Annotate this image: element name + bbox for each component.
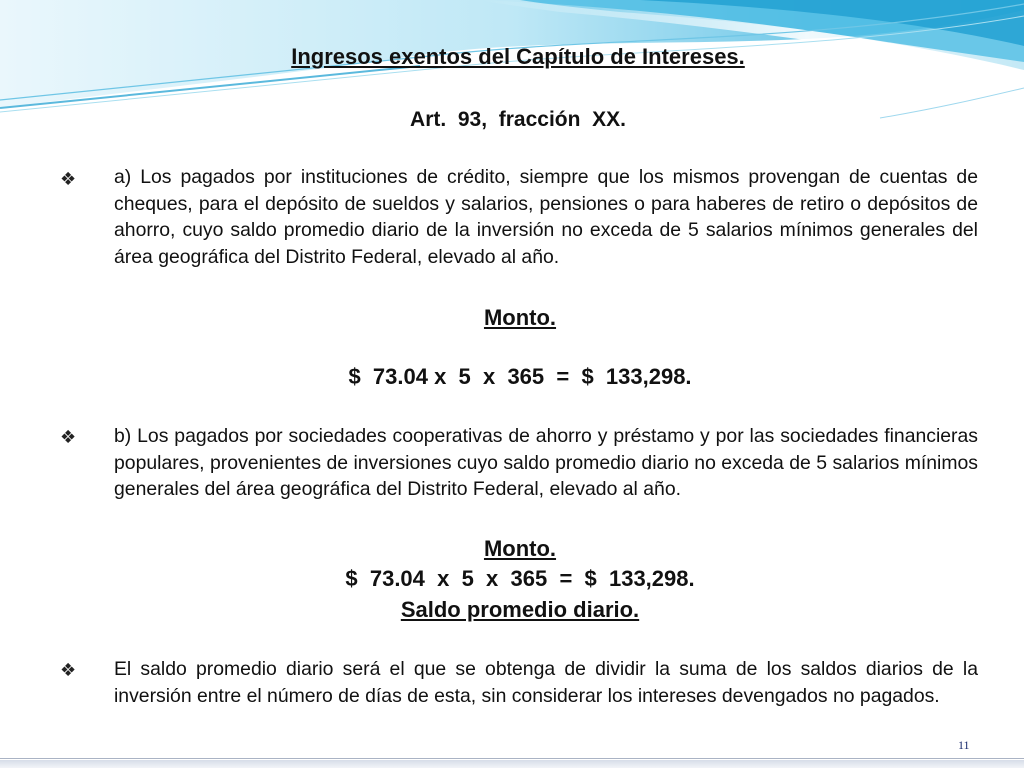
monto-label: Monto. [483,305,557,330]
list-item: El saldo promedio diario será el que se obtenga de dividir la suma de los saldos diarios de la inversión entre el número de días de esta, sin considerar los intereses devengados no pagados. [114,658,978,707]
slide-title: Ingresos exentos del Capítulo de Intereses. [291,44,745,69]
list-item: b) Los pagados por sociedades cooperativas de ahorro y préstamo y por las sociedades financieras populares, provenientes de inversiones cuyo saldo promedio diario no exceda de 5 salarios mínimos generales del área geográfica del Distrito Federal, elevado al año. [114,425,978,500]
footer-band [0,760,1024,768]
list-item: a) Los pagados por instituciones de crédito, siempre que los mismos provengan de cuentas de cheques, para el depósito de sueldos y salarios, pensiones o para haberes de retiro o depósitos de ahorro, cuyo saldo promedio diario de la inversión no exceda de 5 salarios mínimos generales del área geográfica del Distrito Federal, elevado al año. [114,166,978,268]
page-number: 11 [958,738,970,752]
section-heading: Saldo promedio diario. [400,597,640,622]
diamond-bullet-icon: ❖ [60,427,77,447]
formula: $ 73.04 x 5 x 365 = $ 133,298. [348,364,692,389]
formula: $ 73.04 x 5 x 365 = $ 133,298. [345,566,695,591]
footer-divider [0,758,1024,759]
monto-label: Monto. [483,536,557,561]
diamond-bullet-icon: ❖ [60,660,77,680]
diamond-bullet-icon: ❖ [60,169,77,189]
article-reference: Art. 93, fracción XX. [410,108,626,131]
